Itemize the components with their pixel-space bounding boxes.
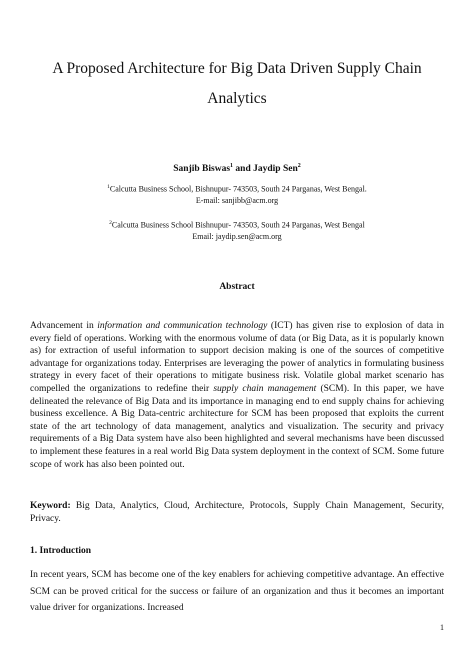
abstract-emphasis: supply chain management: [213, 383, 317, 394]
author-affiliation-mark: 2: [297, 163, 301, 169]
keywords-list: Big Data, Analytics, Cloud, Architecture, Protocols, Supply Chain Management, Security, Privacy.: [30, 501, 444, 524]
author-name: Jaydip Sen: [253, 164, 298, 175]
introduction-paragraph: In recent years, SCM has become one of the key enablers for achieving competitive advantage. An effective SCM can be proved critical for the success or failure of an organization and thus it becomes an important value driver for organizations. Increased: [30, 570, 444, 613]
page-number: 1: [440, 623, 444, 632]
abstract-text: (SCM). In this paper, we have delineated the relevance of Big Data and its importance in managing end to end supply chains for achieving business excellence. A Big Data-centric architecture for SCM has been proposed that exploits the current state of the art technology of data management, analytics and visualization. The security and privacy requirements of a Big Data system have also been highlighted and several mechanisms have been discussed to implement these features in a real world Big Data system deployment in the context of SCM. Some future scope of work has also been pointed out.: [30, 383, 444, 470]
abstract-emphasis: information and communication technology: [97, 321, 268, 331]
author-line: [0, 163, 474, 174]
keywords: [30, 500, 444, 525]
paper-title: A Proposed Architecture for Big Data Driven Supply Chain Analytics: [52, 60, 422, 107]
affiliation-email: E-mail: sanjibb@acm.org: [195, 195, 279, 205]
affiliation-mark: 2: [109, 220, 112, 226]
author-connector: and: [233, 164, 254, 175]
author-affiliation-mark: 1: [230, 163, 234, 169]
keywords-label: Keyword:: [30, 501, 71, 511]
affiliation-1: [0, 182, 474, 206]
abstract-body: [30, 320, 444, 471]
author-name: Sanjib Biswas: [173, 164, 231, 175]
affiliation-email: Email: jaydip.sen@acm.org: [192, 231, 282, 241]
abstract-text: (ICT) has given rise to explosion of data in every field of operations. Working with the enormous volume of data (or Big Data, as it is popularly known as) for extraction of useful information to support decision making is one of the sources of competitive advantage for organizations today. Enterprises are leveraging the power of analytics in formulating business strategy in every facet of their operations to mitigate business risk. Volatile global market scenario has compelled the organizations to redefine their: [30, 321, 444, 394]
affiliation-address: Calcutta Business School, Bishnupur- 743503, South 24 Parganas, West Bengal.: [109, 184, 367, 194]
affiliation-address: Calcutta Business School Bishnupur- 743503, South 24 Parganas, West Bengal: [111, 220, 365, 230]
affiliation-2: [0, 218, 474, 242]
abstract-text: Advancement in: [30, 321, 98, 331]
section-heading-introduction: 1. Introduction: [30, 546, 92, 556]
affiliation-mark: 1: [107, 184, 110, 190]
abstract-heading: Abstract: [219, 282, 255, 292]
